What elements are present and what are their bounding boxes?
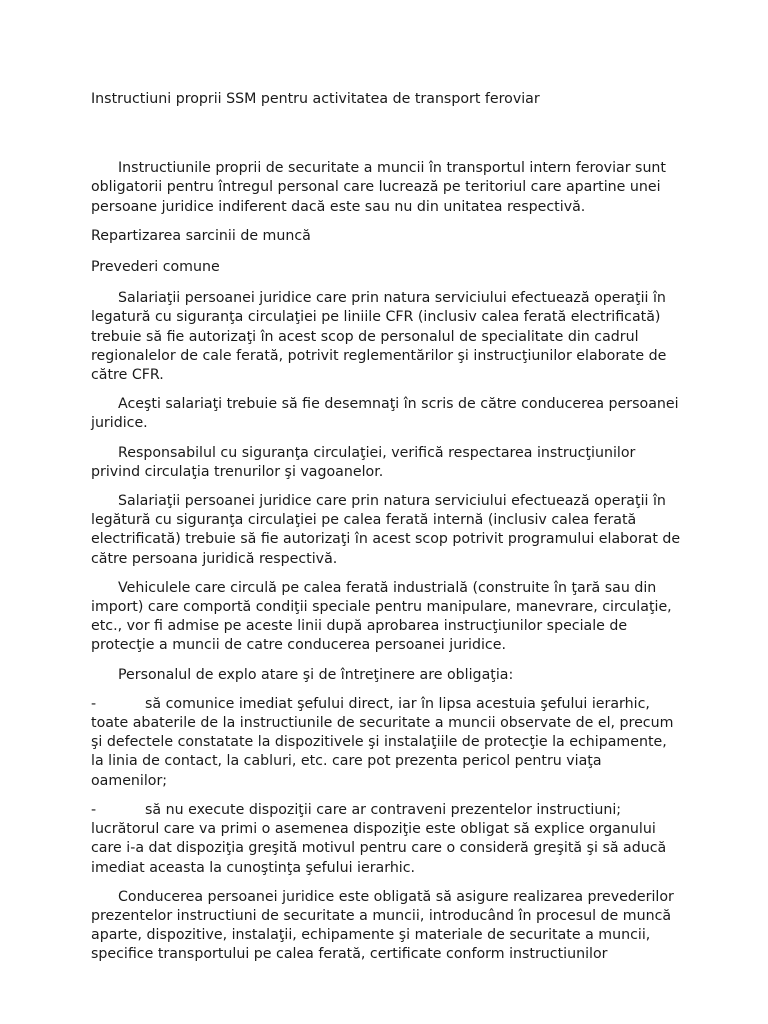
document-title: Instructiuni proprii SSM pentru activitatea de transport feroviar (91, 91, 540, 107)
list-item (91, 695, 681, 791)
list-item-text: să nu execute dispoziţii care ar contraveni prezentelor instructiuni; lucrătorul care va primi o asemenea dispoziţie este obligat să explice organului care i-a dat dispoziţia greşită motivul pentru care o consideră greşită şi să aducă imediat aceasta la cunoştinţa şefului ierarhic. (91, 801, 667, 876)
paragraph-autorizare-cfr: Salariaţii persoanei juridice care prin natura serviciului efectuează operaţii în legatură cu siguranţa circulaţiei pe liniile CFR (inclusiv calea ferată electrificată) trebuie să fie autorizaţi în acest scop de personalul de specialitate din cadrul regionalelor de cale ferată, potrivit reglementărilor şi instrucţiunilor elaborate de către CFR. (91, 290, 667, 384)
document-body (91, 90, 681, 975)
intro-paragraph: Instructiunile proprii de securitate a muncii în transportul intern feroviar sunt obligatorii pentru întregul personal care lucrează pe teritoriul care apartine unei persoane juridice indiferent dacă este sau nu din unitatea respectivă. (91, 160, 666, 215)
list-item-text: să comunice imediat şefului direct, iar în lipsa acestuia şefului ierarhic, toate abaterile de la instructiunile de securitate a muncii observate de el, precum şi defectele constatate la dispozitivele şi instalaţiile de protecţie la echipamente, la linia de contact, la cabluri, etc. care pot prezenta pericol pentru viaţa oamenilor; (91, 695, 674, 789)
paragraph-autorizare-interna: Salariaţii persoanei juridice care prin natura serviciului efectuează operaţii în legătură cu siguranţa circulaţiei pe calea ferată internă (inclusiv calea ferată electrificată) trebuie să fie autorizaţi în acest scop potrivit programului elaborat de către persoana juridică respectivă. (91, 493, 681, 567)
list-item (91, 801, 681, 878)
paragraph-desemnare: Aceşti salariaţi trebuie să fie desemnaţi în scris de către conducerea persoanei juridice. (91, 396, 679, 432)
section-heading-prevederi: Prevederi comune (91, 259, 220, 276)
paragraph-responsabil: Responsabilul cu siguranţa circulaţiei, verifică respectarea instrucţiunilor privind circulaţia trenurilor şi vagoanelor. (91, 444, 636, 480)
bullet-dash: - (91, 801, 97, 818)
bullet-dash: - (91, 695, 97, 712)
paragraph-obligatii: Personalul de explo atare şi de întreţinere are obligaţia: (118, 666, 514, 683)
paragraph-vehicule: Vehiculele care circulă pe calea ferată industrială (construite în ţară sau din import) care comportă condiţii speciale pentru manipulare, manevrare, circulaţie, etc., vor fi admise pe aceste linii după aprobarea instrucţiunilor speciale de protecţie a muncii de catre conducerea persoanei juridice. (91, 579, 672, 654)
section-heading-repartizare: Repartizarea sarcinii de muncă (91, 227, 311, 244)
paragraph-conducere: Conducerea persoanei juridice este obligată să asigure realizarea prevederilor prezentelor instructiuni de securitate a muncii, introducând în procesul de muncă aparte, dispozitive, instalaţii, echipamente şi materiale de securitate a muncii, specifice transportului pe calea ferată, certificate conform instructiunilor (91, 888, 674, 963)
